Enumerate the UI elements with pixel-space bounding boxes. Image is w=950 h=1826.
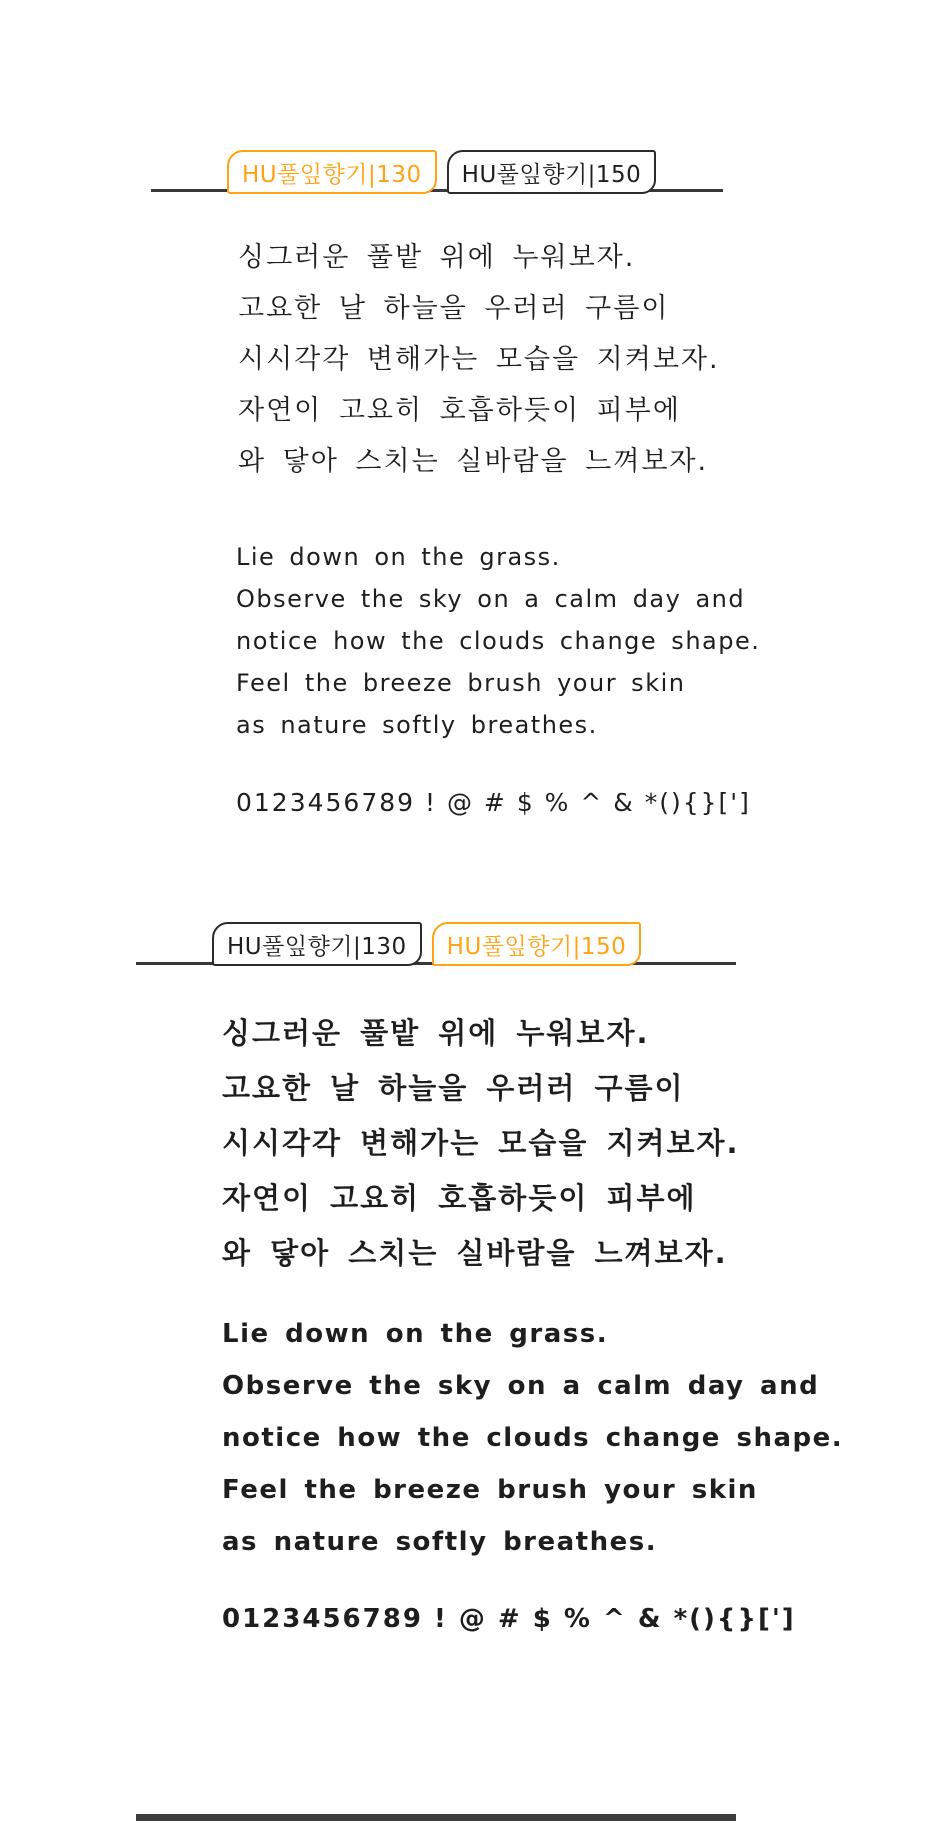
korean-line: 자연이 고요히 호흡하듯이 피부에 [238,395,681,426]
tab-label: HU풀잎향기|130 [242,161,422,188]
english-line: Observe the sky on a calm day and [222,1371,820,1401]
english-line: Lie down on the grass. [236,543,561,571]
korean-line: 싱그러운 풀밭 위에 누워보자. [238,242,636,273]
korean-line: 와 닿아 스치는 실바람을 느껴보자. [222,1236,728,1270]
english-line: Observe the sky on a calm day and [236,585,746,613]
english-line: notice how the clouds change shape. [222,1423,844,1453]
korean-line: 고요한 날 하늘을 우러러 구름이 [238,293,670,324]
korean-line: 고요한 날 하늘을 우러러 구름이 [222,1071,685,1105]
korean-sample [238,232,720,487]
glyph-sample-line: 0123456789 ! @ # $ % ^ & *(){}['] [236,788,751,817]
english-line: Lie down on the grass. [222,1319,609,1349]
next-section-rule [136,1814,736,1821]
korean-sample [222,1006,740,1281]
korean-line: 시시각각 변해가는 모습을 지켜보자. [238,344,720,375]
glyph-sample-line: 0123456789 ! @ # $ % ^ & *(){}['] [222,1604,796,1634]
tab-label: HU풀잎향기|150 [461,161,642,188]
tab-hu-pulip-130[interactable] [212,922,422,966]
english-line: as nature softly breathes. [222,1527,658,1557]
tab-label: HU풀잎향기|130 [227,933,407,960]
english-line: as nature softly breathes. [236,711,598,739]
english-line: Feel the breeze brush your skin [236,669,686,697]
korean-line: 싱그러운 풀밭 위에 누워보자. [222,1016,650,1050]
english-line: notice how the clouds change shape. [236,627,761,655]
tab-bar-150 [212,922,641,966]
korean-line: 시시각각 변해가는 모습을 지켜보자. [222,1126,740,1160]
korean-line: 자연이 고요히 호흡하듯이 피부에 [222,1181,697,1215]
tab-hu-pulip-150[interactable] [432,922,642,966]
english-line: Feel the breeze brush your skin [222,1475,758,1505]
tab-hu-pulip-130[interactable] [227,150,437,194]
tab-label: HU풀잎향기|150 [446,933,627,960]
tab-hu-pulip-150[interactable] [447,150,657,194]
korean-line: 와 닿아 스치는 실바람을 느껴보자. [238,446,709,477]
tab-bar-130 [227,150,656,194]
english-sample [222,1308,843,1568]
english-sample [236,536,760,746]
